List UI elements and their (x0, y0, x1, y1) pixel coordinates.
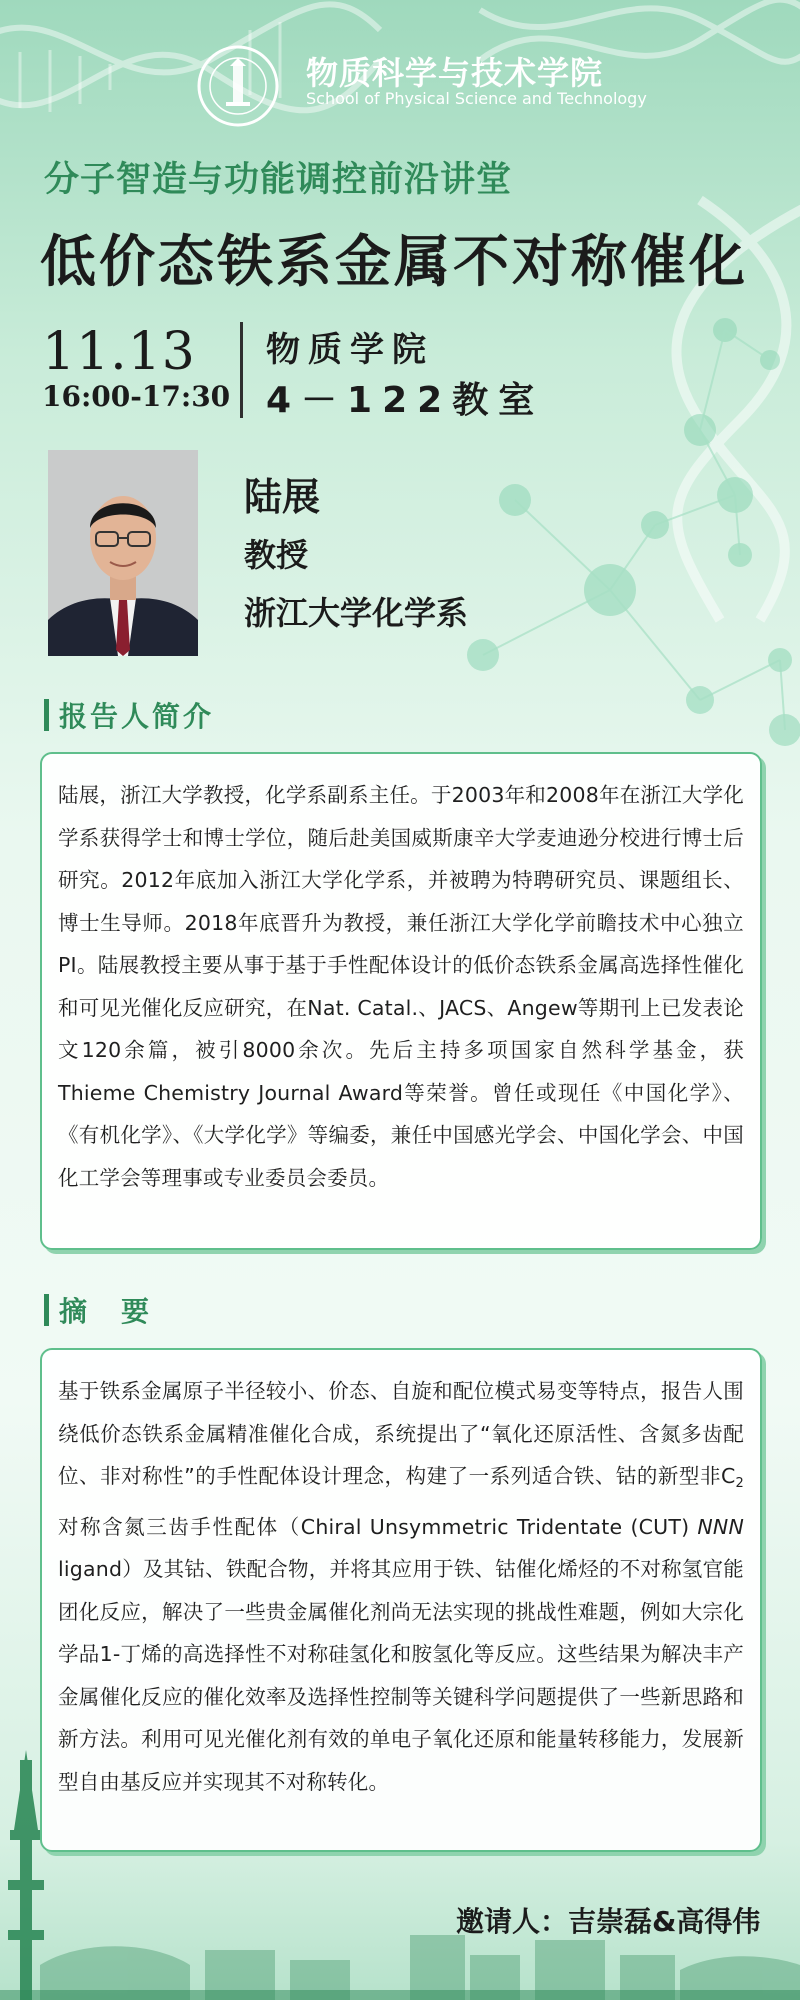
bio-heading (44, 695, 214, 735)
abstract-heading-text: 摘 要 (59, 1295, 153, 1328)
speaker-photo (48, 450, 198, 656)
heading-bar (44, 1294, 49, 1326)
abstract-text (58, 1370, 744, 1803)
school-name-en: School of Physical Science and Technology (306, 89, 647, 108)
lecture-series-title: 分子智造与功能调控前沿讲堂 (44, 160, 513, 200)
venue-building: 物质学院 (266, 330, 434, 370)
abstract-text-part3: ligand）及其钴、铁配合物，并将其应用于铁、钴催化烯烃的不对称氢官能团化反应，解决了一些贵金属催化剂尚无法实现的挑战性难题，例如大宗化学品1-丁烯的高选择性不对称硅氢化和胺氢化等反应。这些结果为解决丰产金属催化反应的催化效率及选择性控制等关键科学问题提供了一些新思路和新方法。利用可见光催化剂有效的单电子氧化还原和能量转移能力，发展新型自由基反应并实现其不对称转化。 (58, 1557, 744, 1794)
inviter-line: 邀请人：吉崇磊&高得伟 (456, 1905, 761, 1938)
school-name-cn: 物质科学与技术学院 (306, 54, 604, 92)
divider (240, 322, 243, 418)
abstract-italic: NNN (697, 1514, 744, 1539)
abstract-text-part1: 基于铁系金属原子半径较小、价态、自旋和配位模式易变等特点，报告人围绕低价态铁系金属精准催化合成，系统提出了“氧化还原活性、含氮多齿配位、非对称性”的手性配体设计理念，构建了一系列适合铁、钴的新型非C (58, 1379, 744, 1488)
venue-room: 4－122教室 (266, 380, 545, 421)
campus-skyline-icon (40, 1935, 800, 2000)
bio-heading-text: 报告人简介 (59, 700, 215, 733)
bio-text: 陆展，浙江大学教授，化学系副系主任。于2003年和2008年在浙江大学化学系获得学士和博士学位，随后赴美国威斯康辛大学麦迪逊分校进行博士后研究。2012年底加入浙江大学化学系，并被聘为特聘研究员、课题组长、博士生导师。2018年底晋升为教授，兼任浙江大学化学前瞻技术中心独立PI。陆展教授主要从事于基于手性配体设计的低价态铁系金属高选择性催化和可见光催化反应研究，在Nat. Catal.、JACS、Angew等期刊上已发表论文120余篇，被引8000余次。先后主持多项国家自然科学基金，获Thieme Chemistry Journal Award等荣誉。曾任或现任《中国化学》、《有机化学》、《大学化学》等编委，兼任中国感光学会、中国化学会、中国化工学会等理事或专业委员会委员。 (58, 783, 744, 1190)
abstract-subscript: 2 (735, 1476, 744, 1491)
speaker-affiliation: 浙江大学化学系 (244, 594, 469, 632)
abstract-text-part2: 对称含氮三齿手性配体（Chiral Unsymmetric Tridentate (CUT) (58, 1514, 698, 1539)
tower-icon (8, 1750, 44, 2000)
abstract-heading (44, 1290, 152, 1330)
heading-bar (44, 699, 49, 731)
speaker-title: 教授 (244, 536, 309, 574)
abstract-box (40, 1348, 762, 1852)
speaker-name: 陆展 (244, 475, 321, 519)
talk-title: 低价态铁系金属不对称催化 (40, 230, 748, 295)
bio-box (40, 752, 762, 1250)
university-logo (196, 44, 280, 128)
event-date: 11.13 (42, 322, 196, 382)
event-time: 16:00-17:30 (42, 380, 231, 413)
